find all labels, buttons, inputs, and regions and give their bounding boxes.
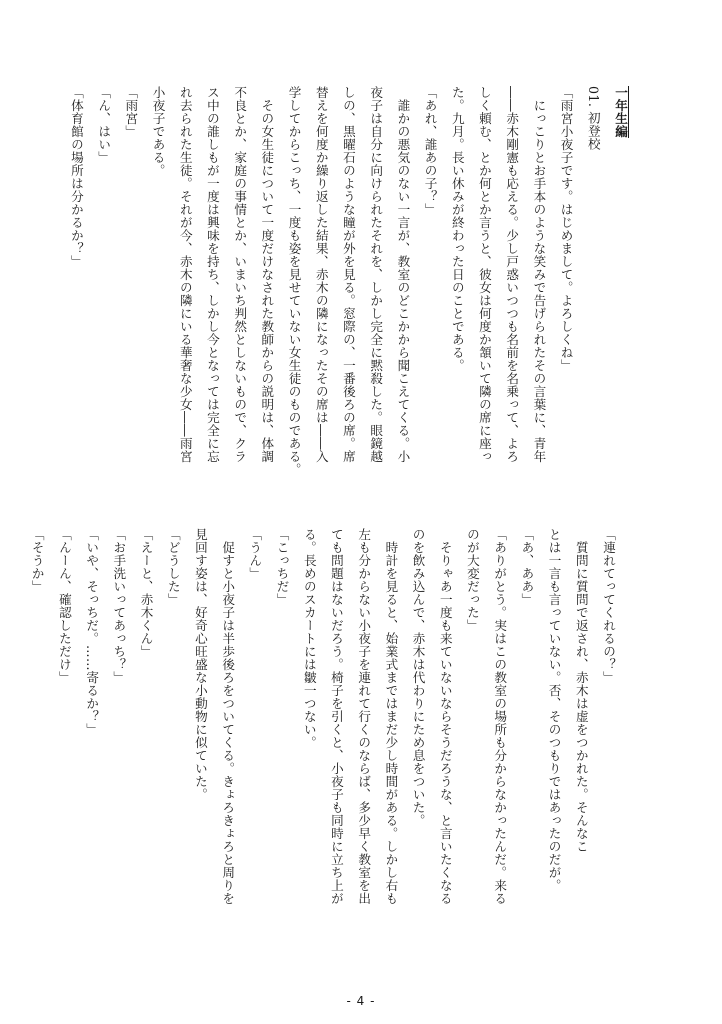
text-line: 「あ、ああ」: [519, 528, 535, 606]
text-line: 「そうか」: [29, 528, 45, 593]
bottom-text-column: [24, 528, 622, 948]
text-line: しく頼む、とか何とか言うと、彼女は何度か頷いて隣の席に座っ: [476, 86, 492, 463]
chapter-title: 01. 初登校: [585, 86, 601, 151]
text-line: 誰かの悪気のない一言が、教室のどこかから聞こえてくる。小: [395, 86, 411, 463]
text-line: 質問に質問で返され、赤木は虚をつかれた。そんなこ: [573, 528, 589, 853]
text-line: 小夜子である。: [150, 86, 166, 177]
text-line: 「雨宮小夜子です。はじめまして。よろしくね」: [558, 86, 574, 372]
text-line: とは一言も言っていない。否、そのつもりではあったのだが。: [546, 528, 562, 892]
text-line: る。長めのスカートには皺一つない。: [301, 528, 317, 749]
text-line: 替えを何度か繰り返した結果、赤木の隣になったその席は――入: [313, 86, 329, 463]
text-line: 「ん、はい」: [96, 86, 112, 164]
text-line: 「雨宮」: [123, 86, 139, 138]
text-line: 不良とか、家庭の事情とか、いまいち判然としないもので、クラ: [232, 86, 248, 463]
text-line: 促すと小夜子は半歩後ろをついてくる。きょろきょろと周りを: [220, 528, 236, 905]
text-line: 「んーん、確認しただけ」: [56, 528, 72, 684]
page-number: - 4 -: [346, 994, 376, 1008]
text-line: れ去られた生徒。それが今、赤木の隣にいる華奢な少女――雨宮: [177, 86, 193, 463]
text-line: 左も分からない小夜子を連れて行くのならば、多少早く教室を出: [356, 528, 372, 905]
text-line: 「ありがとう。実はこの教室の場所も分からなかったんだ。来る: [492, 528, 508, 905]
text-line: 見回す姿は、好奇心旺盛な小動物に似ていた。: [192, 528, 208, 801]
text-line: ても問題はないだろう。椅子を引くと、小夜子も同時に立ち上が: [328, 528, 344, 905]
text-line: ――赤木剛憲も応える。少し戸惑いつつも名前を名乗って、よろ: [504, 86, 520, 463]
text-line: 「こっちだ」: [274, 528, 290, 606]
text-line: 「うん」: [247, 528, 263, 580]
section-title: 一年生編: [613, 86, 628, 138]
text-line: 「体育館の場所は分かるか？」: [68, 86, 84, 268]
text-line: 「いや、そっちだ。……寄るか？」: [84, 528, 100, 736]
text-line: しの、黒曜石のような瞳が外を見る。窓際の、一番後ろの席。席: [340, 86, 356, 463]
text-line: 「連れてってくれるの？」: [601, 528, 616, 684]
text-line: 時計を見ると、始業式まではまだ少し時間がある。しかし右も: [383, 528, 399, 905]
text-line: 学してからこっち、一度も姿を見せていない女生徒のものである。: [286, 86, 302, 476]
text-line: 「どうした」: [165, 528, 181, 606]
text-line: 「えーと、赤木くん」: [138, 528, 154, 658]
text-line: にっこりとお手本のような笑みで告げられたその言葉に、青年: [531, 86, 547, 463]
text-line: 「あれ、誰あの子？」: [422, 86, 438, 216]
text-line: その女生徒について一度だけなされた教師からの説明は、体調: [259, 86, 275, 463]
text-line: そりゃあ一度も来ていないならそうだろうな、と言いたくなる: [437, 528, 453, 905]
top-text-column: [63, 86, 634, 506]
text-line: 夜子は自分に向けられたそれを、しかし完全に黙殺した。眼鏡越: [368, 86, 384, 463]
text-line: 「お手洗いってあっち？」: [111, 528, 127, 684]
text-line: ス中の誰しもが一度は興味を持ち、しかし今となっては完全に忘: [204, 86, 220, 463]
text-line: た。九月。長い休みが終わった日のことである。: [449, 86, 465, 372]
text-line: のを飲み込んで、赤木は代わりにため息をついた。: [410, 528, 426, 827]
text-line: のが大変だった」: [464, 528, 480, 632]
